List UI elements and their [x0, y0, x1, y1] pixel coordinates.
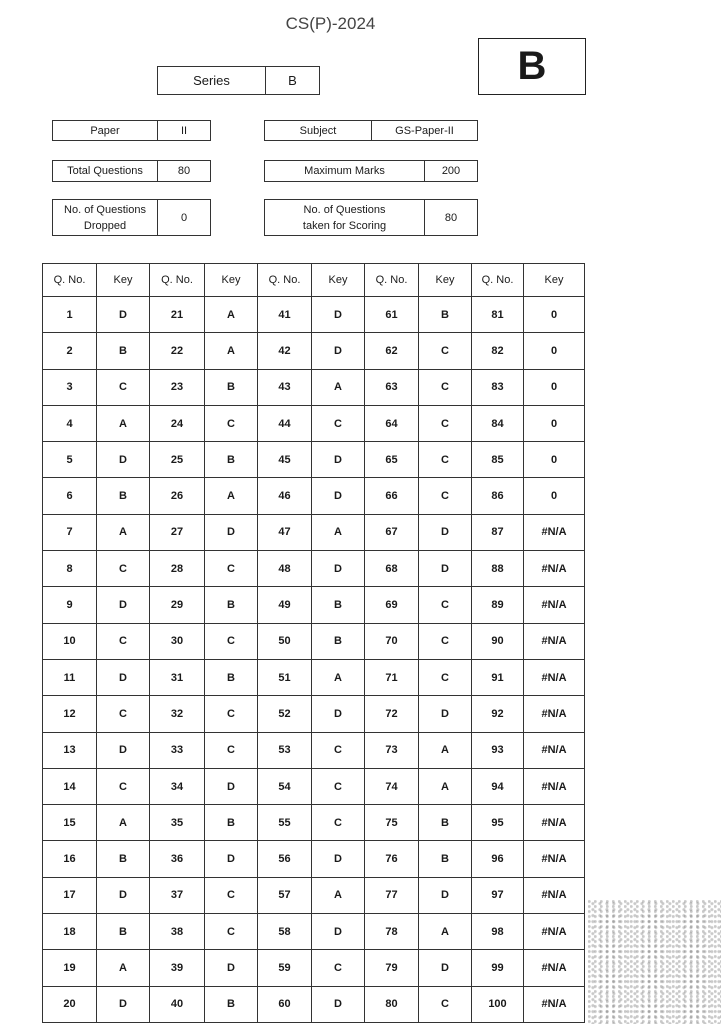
column-header-qno: Q. No. — [472, 264, 524, 297]
column-header-key: Key — [205, 264, 258, 297]
question-number-cell: 63 — [365, 369, 419, 405]
answer-key-cell: B — [205, 986, 258, 1022]
question-number-cell: 70 — [365, 623, 419, 659]
answer-key-cell: D — [419, 877, 472, 913]
answer-key-cell: 0 — [524, 333, 585, 369]
table-row — [43, 442, 585, 478]
answer-key-cell: B — [97, 333, 150, 369]
question-number-cell: 96 — [472, 841, 524, 877]
answer-key-cell: D — [97, 732, 150, 768]
question-number-cell: 86 — [472, 478, 524, 514]
question-number-cell: 82 — [472, 333, 524, 369]
question-number-cell: 9 — [43, 587, 97, 623]
question-number-cell: 85 — [472, 442, 524, 478]
answer-key-table — [42, 263, 585, 1023]
question-number-cell: 100 — [472, 986, 524, 1022]
question-number-cell: 56 — [258, 841, 312, 877]
answer-key-cell: C — [419, 442, 472, 478]
question-number-cell: 81 — [472, 297, 524, 333]
question-number-cell: 71 — [365, 659, 419, 695]
answer-key-cell: C — [312, 405, 365, 441]
question-number-cell: 6 — [43, 478, 97, 514]
question-number-cell: 28 — [150, 551, 205, 587]
table-row — [43, 768, 585, 804]
answer-key-cell: D — [312, 986, 365, 1022]
answer-key-cell: D — [205, 768, 258, 804]
question-number-cell: 98 — [472, 914, 524, 950]
column-header-qno: Q. No. — [365, 264, 419, 297]
answer-key-cell: D — [205, 841, 258, 877]
question-number-cell: 78 — [365, 914, 419, 950]
document-title: CS(P)-2024 — [285, 14, 376, 33]
question-number-cell: 92 — [472, 696, 524, 732]
question-number-cell: 21 — [150, 297, 205, 333]
answer-key-cell: 0 — [524, 405, 585, 441]
answer-key-cell: B — [419, 805, 472, 841]
answer-key-cell: C — [419, 405, 472, 441]
answer-key-cell: C — [205, 877, 258, 913]
answer-key-cell: B — [419, 297, 472, 333]
question-number-cell: 23 — [150, 369, 205, 405]
question-number-cell: 68 — [365, 551, 419, 587]
answer-key-cell: #N/A — [524, 551, 585, 587]
answer-key-cell: B — [205, 442, 258, 478]
answer-key-cell: A — [312, 514, 365, 550]
answer-key-cell: C — [419, 986, 472, 1022]
questions-dropped-value: 0 — [157, 199, 211, 236]
question-number-cell: 11 — [43, 659, 97, 695]
answer-key-cell: D — [97, 297, 150, 333]
answer-key-cell: #N/A — [524, 877, 585, 913]
maximum-marks-label: Maximum Marks — [264, 160, 425, 182]
question-number-cell: 88 — [472, 551, 524, 587]
scan-noise — [588, 900, 721, 1024]
question-number-cell: 73 — [365, 732, 419, 768]
question-number-cell: 31 — [150, 659, 205, 695]
question-number-cell: 1 — [43, 297, 97, 333]
table-row — [43, 841, 585, 877]
question-number-cell: 67 — [365, 514, 419, 550]
answer-key-cell: B — [419, 841, 472, 877]
column-header-key: Key — [524, 264, 585, 297]
answer-key-cell: C — [312, 950, 365, 986]
question-number-cell: 10 — [43, 623, 97, 659]
answer-key-cell: D — [97, 587, 150, 623]
question-number-cell: 16 — [43, 841, 97, 877]
answer-key-cell: D — [97, 659, 150, 695]
subject-label: Subject — [264, 120, 372, 141]
question-number-cell: 89 — [472, 587, 524, 623]
series-label: Series — [157, 66, 266, 95]
answer-key-cell: D — [419, 514, 472, 550]
answer-key-cell: A — [205, 297, 258, 333]
answer-key-cell: B — [205, 805, 258, 841]
question-number-cell: 57 — [258, 877, 312, 913]
question-number-cell: 35 — [150, 805, 205, 841]
question-number-cell: 94 — [472, 768, 524, 804]
answer-key-cell: D — [205, 514, 258, 550]
answer-key-cell: D — [312, 442, 365, 478]
answer-key-cell: #N/A — [524, 696, 585, 732]
answer-key-cell: D — [97, 442, 150, 478]
question-number-cell: 95 — [472, 805, 524, 841]
question-number-cell: 25 — [150, 442, 205, 478]
table-row — [43, 950, 585, 986]
question-number-cell: 14 — [43, 768, 97, 804]
question-number-cell: 22 — [150, 333, 205, 369]
question-number-cell: 15 — [43, 805, 97, 841]
question-number-cell: 4 — [43, 405, 97, 441]
answer-key-cell: C — [205, 405, 258, 441]
question-number-cell: 52 — [258, 696, 312, 732]
question-number-cell: 38 — [150, 914, 205, 950]
answer-key-cell: C — [97, 623, 150, 659]
question-number-cell: 19 — [43, 950, 97, 986]
question-number-cell: 83 — [472, 369, 524, 405]
question-number-cell: 97 — [472, 877, 524, 913]
table-row — [43, 732, 585, 768]
answer-key-cell: #N/A — [524, 768, 585, 804]
answer-key-cell: #N/A — [524, 623, 585, 659]
question-number-cell: 34 — [150, 768, 205, 804]
question-number-cell: 7 — [43, 514, 97, 550]
answer-key-cell: A — [205, 333, 258, 369]
question-number-cell: 5 — [43, 442, 97, 478]
question-number-cell: 90 — [472, 623, 524, 659]
question-number-cell: 2 — [43, 333, 97, 369]
answer-key-cell: 0 — [524, 478, 585, 514]
table-row — [43, 514, 585, 550]
question-number-cell: 47 — [258, 514, 312, 550]
question-number-cell: 39 — [150, 950, 205, 986]
answer-key-cell: C — [419, 587, 472, 623]
answer-key-cell: C — [419, 333, 472, 369]
question-number-cell: 3 — [43, 369, 97, 405]
question-number-cell: 26 — [150, 478, 205, 514]
answer-key-cell: A — [312, 659, 365, 695]
answer-key-cell: D — [205, 950, 258, 986]
table-header-row — [43, 264, 585, 297]
maximum-marks-value: 200 — [424, 160, 478, 182]
answer-key-cell: D — [312, 696, 365, 732]
answer-key-cell: D — [97, 986, 150, 1022]
answer-key-cell: A — [97, 514, 150, 550]
answer-key-cell: #N/A — [524, 950, 585, 986]
answer-key-cell: C — [205, 732, 258, 768]
question-number-cell: 59 — [258, 950, 312, 986]
column-header-qno: Q. No. — [258, 264, 312, 297]
answer-key-cell: C — [312, 805, 365, 841]
answer-key-cell: A — [419, 768, 472, 804]
question-number-cell: 42 — [258, 333, 312, 369]
answer-key-cell: B — [97, 841, 150, 877]
answer-key-cell: C — [97, 696, 150, 732]
question-number-cell: 29 — [150, 587, 205, 623]
answer-key-cell: C — [205, 551, 258, 587]
answer-key-cell: B — [205, 659, 258, 695]
question-number-cell: 74 — [365, 768, 419, 804]
question-number-cell: 46 — [258, 478, 312, 514]
answer-key-cell: C — [97, 768, 150, 804]
answer-key-cell: #N/A — [524, 732, 585, 768]
answer-key-cell: C — [205, 696, 258, 732]
question-number-cell: 50 — [258, 623, 312, 659]
question-number-cell: 30 — [150, 623, 205, 659]
column-header-key: Key — [312, 264, 365, 297]
question-number-cell: 60 — [258, 986, 312, 1022]
question-number-cell: 8 — [43, 551, 97, 587]
table-row — [43, 551, 585, 587]
question-number-cell: 40 — [150, 986, 205, 1022]
table-row — [43, 333, 585, 369]
answer-key-cell: B — [205, 587, 258, 623]
table-row — [43, 297, 585, 333]
answer-key-cell: A — [419, 732, 472, 768]
answer-key-cell: C — [312, 768, 365, 804]
question-number-cell: 79 — [365, 950, 419, 986]
answer-key-cell: B — [97, 478, 150, 514]
answer-key-cell: D — [419, 551, 472, 587]
table-row — [43, 478, 585, 514]
question-number-cell: 87 — [472, 514, 524, 550]
question-number-cell: 61 — [365, 297, 419, 333]
answer-key-cell: B — [97, 914, 150, 950]
answer-key-cell: B — [312, 587, 365, 623]
question-number-cell: 24 — [150, 405, 205, 441]
table-row — [43, 369, 585, 405]
table-row — [43, 405, 585, 441]
answer-key-cell: C — [419, 478, 472, 514]
total-questions-value: 80 — [157, 160, 211, 182]
answer-key-cell: A — [97, 405, 150, 441]
question-number-cell: 53 — [258, 732, 312, 768]
question-number-cell: 72 — [365, 696, 419, 732]
answer-key-cell: C — [205, 914, 258, 950]
question-number-cell: 76 — [365, 841, 419, 877]
answer-key-cell: D — [312, 333, 365, 369]
answer-key-cell: D — [312, 551, 365, 587]
question-number-cell: 75 — [365, 805, 419, 841]
table-row — [43, 877, 585, 913]
question-number-cell: 66 — [365, 478, 419, 514]
question-number-cell: 45 — [258, 442, 312, 478]
answer-key-cell: C — [205, 623, 258, 659]
booklet-series-badge: B — [478, 38, 586, 95]
answer-key-cell: C — [419, 369, 472, 405]
question-number-cell: 44 — [258, 405, 312, 441]
answer-key-cell: A — [205, 478, 258, 514]
question-number-cell: 18 — [43, 914, 97, 950]
answer-key-cell: 0 — [524, 369, 585, 405]
question-number-cell: 49 — [258, 587, 312, 623]
answer-key-cell: C — [312, 732, 365, 768]
question-number-cell: 33 — [150, 732, 205, 768]
answer-key-cell: D — [419, 696, 472, 732]
questions-scoring-label: No. of Questions taken for Scoring — [264, 199, 425, 236]
answer-key-cell: B — [205, 369, 258, 405]
answer-key-cell: A — [97, 805, 150, 841]
question-number-cell: 93 — [472, 732, 524, 768]
answer-key-cell: D — [312, 478, 365, 514]
paper-label: Paper — [52, 120, 158, 141]
answer-key-cell: #N/A — [524, 914, 585, 950]
answer-key-cell: #N/A — [524, 805, 585, 841]
question-number-cell: 51 — [258, 659, 312, 695]
question-number-cell: 41 — [258, 297, 312, 333]
answer-key-cell: 0 — [524, 297, 585, 333]
table-row — [43, 696, 585, 732]
question-number-cell: 80 — [365, 986, 419, 1022]
questions-dropped-label: No. of Questions Dropped — [52, 199, 158, 236]
question-number-cell: 43 — [258, 369, 312, 405]
column-header-key: Key — [97, 264, 150, 297]
question-number-cell: 13 — [43, 732, 97, 768]
answer-key-cell: A — [312, 877, 365, 913]
subject-value: GS-Paper-II — [371, 120, 478, 141]
questions-scoring-value: 80 — [424, 199, 478, 236]
question-number-cell: 58 — [258, 914, 312, 950]
table-row — [43, 914, 585, 950]
answer-key-cell: C — [419, 659, 472, 695]
column-header-qno: Q. No. — [150, 264, 205, 297]
answer-key-cell: D — [312, 841, 365, 877]
answer-key-cell: C — [97, 369, 150, 405]
answer-key-cell: A — [419, 914, 472, 950]
answer-key-cell: C — [419, 623, 472, 659]
column-header-key: Key — [419, 264, 472, 297]
table-row — [43, 623, 585, 659]
question-number-cell: 48 — [258, 551, 312, 587]
question-number-cell: 91 — [472, 659, 524, 695]
question-number-cell: 36 — [150, 841, 205, 877]
series-value: B — [265, 66, 320, 95]
question-number-cell: 27 — [150, 514, 205, 550]
paper-value: II — [157, 120, 211, 141]
table-row — [43, 986, 585, 1022]
question-number-cell: 84 — [472, 405, 524, 441]
question-number-cell: 99 — [472, 950, 524, 986]
question-number-cell: 65 — [365, 442, 419, 478]
question-number-cell: 54 — [258, 768, 312, 804]
question-number-cell: 62 — [365, 333, 419, 369]
table-row — [43, 805, 585, 841]
answer-key-cell: #N/A — [524, 514, 585, 550]
question-number-cell: 37 — [150, 877, 205, 913]
answer-key-cell: 0 — [524, 442, 585, 478]
answer-key-cell: B — [312, 623, 365, 659]
total-questions-label: Total Questions — [52, 160, 158, 182]
table-row — [43, 659, 585, 695]
table-row — [43, 587, 585, 623]
answer-key-cell: C — [97, 551, 150, 587]
answer-key-cell: #N/A — [524, 659, 585, 695]
question-number-cell: 17 — [43, 877, 97, 913]
answer-key-cell: A — [97, 950, 150, 986]
answer-key-cell: #N/A — [524, 986, 585, 1022]
question-number-cell: 32 — [150, 696, 205, 732]
answer-key-cell: D — [97, 877, 150, 913]
question-number-cell: 69 — [365, 587, 419, 623]
answer-key-cell: D — [312, 914, 365, 950]
question-number-cell: 20 — [43, 986, 97, 1022]
column-header-qno: Q. No. — [43, 264, 97, 297]
answer-key-cell: #N/A — [524, 841, 585, 877]
question-number-cell: 12 — [43, 696, 97, 732]
answer-key-cell: D — [312, 297, 365, 333]
answer-key-cell: #N/A — [524, 587, 585, 623]
question-number-cell: 77 — [365, 877, 419, 913]
answer-key-cell: D — [419, 950, 472, 986]
question-number-cell: 55 — [258, 805, 312, 841]
answer-key-cell: A — [312, 369, 365, 405]
question-number-cell: 64 — [365, 405, 419, 441]
